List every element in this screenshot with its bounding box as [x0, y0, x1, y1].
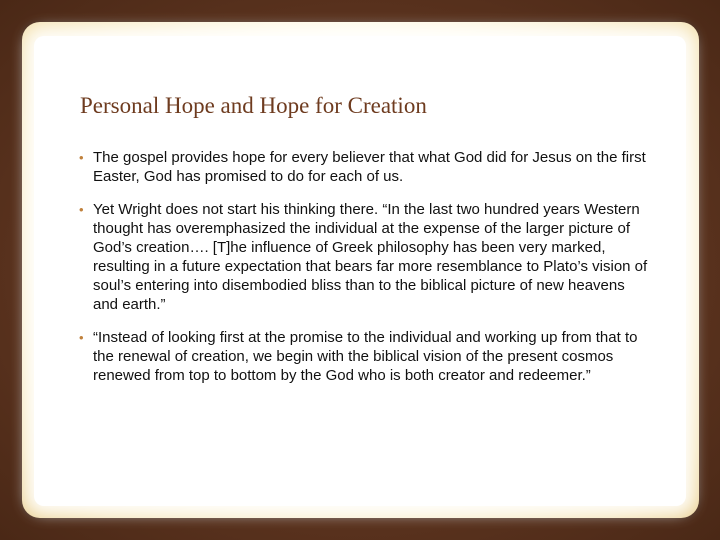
bullet-dot-icon: • — [79, 330, 84, 345]
bullet-list — [78, 148, 650, 399]
bullet-dot-icon: • — [79, 202, 84, 217]
bullet-item-3 — [78, 328, 650, 385]
bullet-item-2 — [78, 200, 650, 314]
bullet-text-1: The gospel provides hope for every believer that what God did for Jesus on the first Easter, God has promised to do for each of us. — [93, 149, 646, 185]
slide-title: Personal Hope and Hope for Creation — [80, 93, 427, 118]
bullet-dot-icon: • — [79, 150, 84, 165]
bullet-text-3: “Instead of looking first at the promise to the individual and working up from that to the renewal of creation, we begin with the biblical vision of the present cosmos renewed from top to bottom by the God who is both creator and redeemer.” — [93, 329, 638, 384]
bullet-text-2: Yet Wright does not start his thinking there. “In the last two hundred years Western thought has overemphasized the individual at the expense of the larger picture of God’s creation…. [T]he influence of Greek philosophy has been very marked, resulting in a future expectation that bears far more resemblance to Plato’s vision of soul’s entering into disembodied bliss than to the biblical picture of new heavens and earth.” — [93, 201, 648, 313]
bullet-item-1 — [78, 148, 650, 186]
